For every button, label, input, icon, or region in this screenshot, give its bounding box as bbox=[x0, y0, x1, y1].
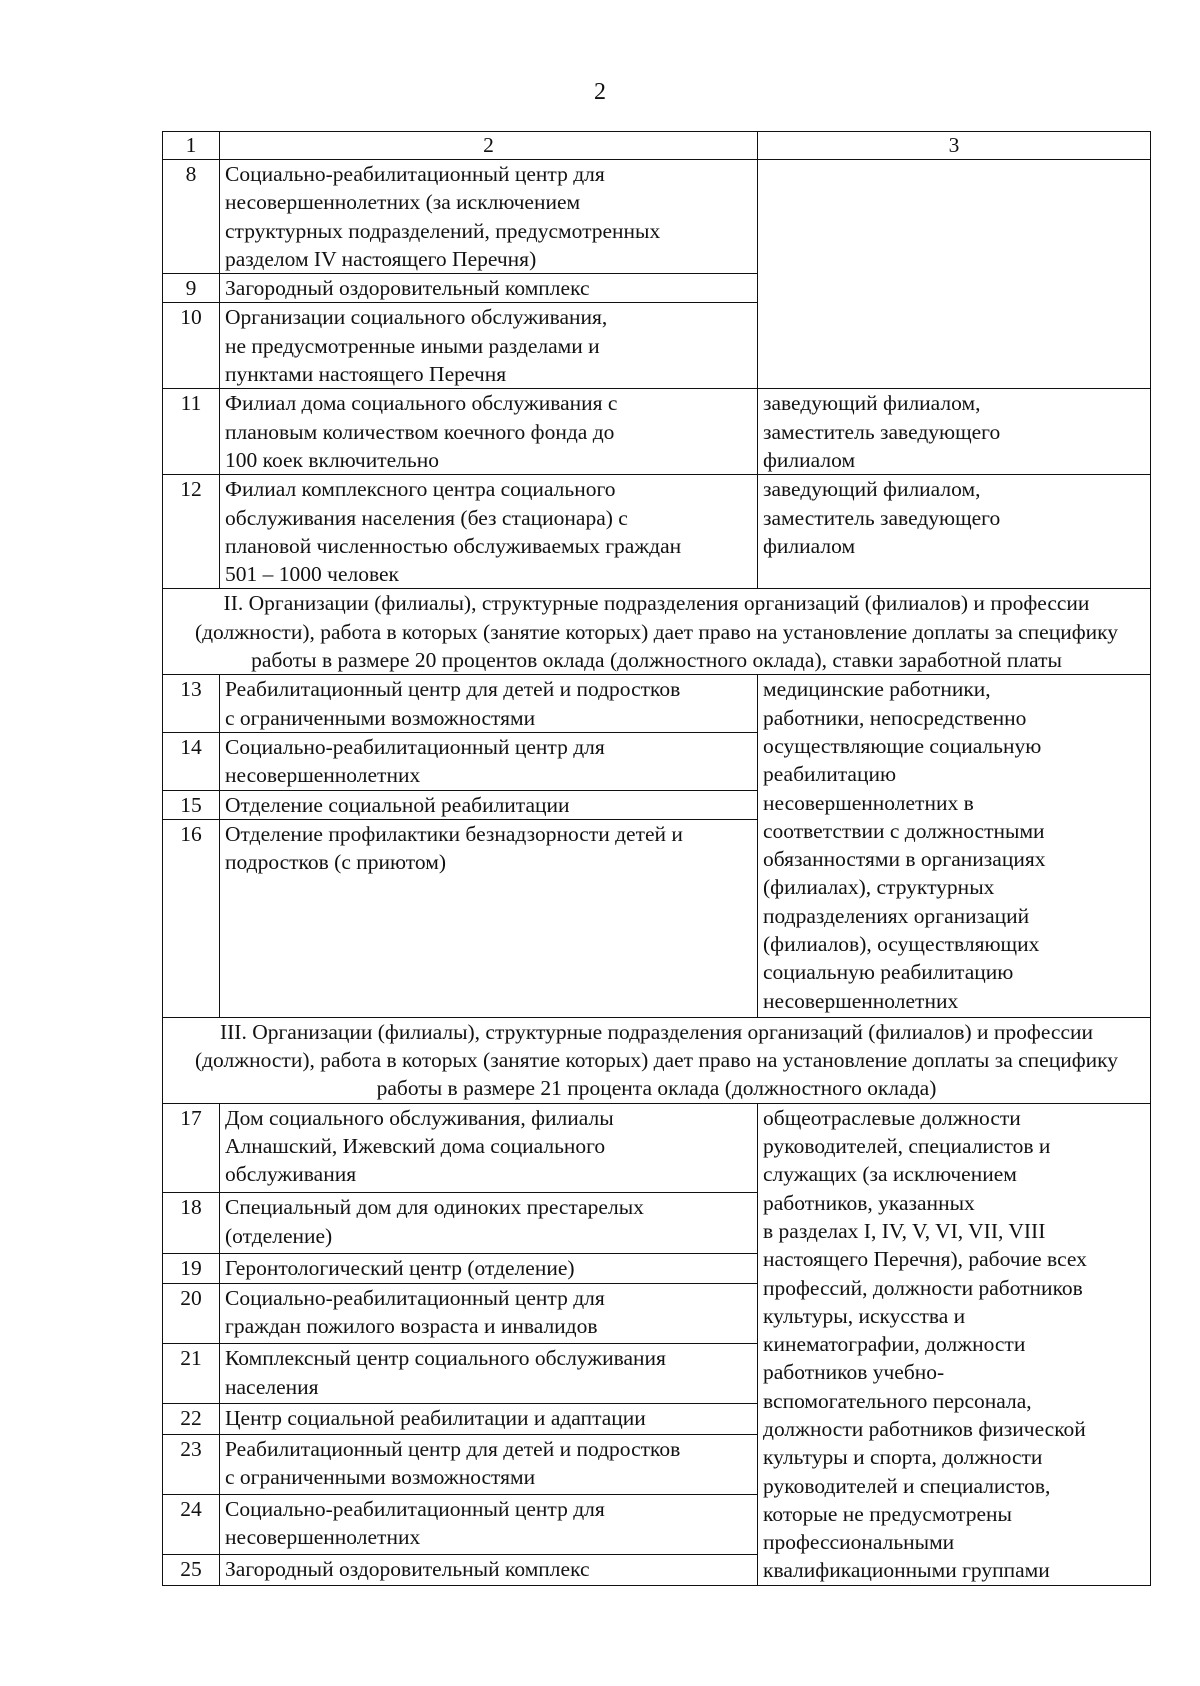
organization-name: Социально-реабилитационный центр для несовершеннолетних bbox=[220, 1495, 758, 1555]
professions-cell bbox=[758, 160, 1151, 389]
organization-name: Реабилитационный центр для детей и подростков с ограниченными возможностями bbox=[220, 675, 758, 733]
row-number: 17 bbox=[163, 1103, 220, 1193]
row-number: 20 bbox=[163, 1284, 220, 1344]
row-number: 22 bbox=[163, 1404, 220, 1435]
organization-name: Организации социального обслуживания, не предусмотренные иными разделами и пунктами настоящего Перечня bbox=[220, 303, 758, 389]
organization-name: Отделение социальной реабилитации bbox=[220, 790, 758, 819]
organization-name: Центр социальной реабилитации и адаптации bbox=[220, 1404, 758, 1435]
organization-name: Филиал комплексного центра социального обслуживания населения (без стационара) с плановой численностью обслуживаемых граждан 501 – 1000 человек bbox=[220, 475, 758, 589]
table-row bbox=[163, 1103, 1151, 1193]
professions-cell: заведующий филиалом, заместитель заведующего филиалом bbox=[758, 475, 1151, 589]
organization-name: Специальный дом для одиноких престарелых (отделение) bbox=[220, 1193, 758, 1253]
row-number: 15 bbox=[163, 790, 220, 819]
professions-cell: заведующий филиалом, заместитель заведующего филиалом bbox=[758, 389, 1151, 475]
row-number: 16 bbox=[163, 819, 220, 1017]
professions-cell: медицинские работники, работники, непосредственно осуществляющие социальную реабилитацию несовершеннолетних в соответствии с должностными обязанностями в организациях (филиалах), структурных подразделениях организаций (филиалов), осуществляющих социальную реабилитацию несовершеннолетних bbox=[758, 675, 1151, 1017]
row-number: 13 bbox=[163, 675, 220, 733]
table-row bbox=[163, 675, 1151, 733]
header-col-2: 2 bbox=[220, 132, 758, 160]
row-number: 19 bbox=[163, 1253, 220, 1284]
row-number: 10 bbox=[163, 303, 220, 389]
page-number: 2 bbox=[594, 79, 606, 105]
organization-name: Филиал дома социального обслуживания с плановым количеством коечного фонда до 100 коек включительно bbox=[220, 389, 758, 475]
perechen-table bbox=[162, 131, 1151, 1586]
table-row bbox=[163, 475, 1151, 589]
header-col-1: 1 bbox=[163, 132, 220, 160]
table-header-row bbox=[163, 132, 1151, 160]
organization-name: Геронтологический центр (отделение) bbox=[220, 1253, 758, 1284]
row-number: 25 bbox=[163, 1555, 220, 1586]
organization-name: Социально-реабилитационный центр для граждан пожилого возраста и инвалидов bbox=[220, 1284, 758, 1344]
organization-name: Отделение профилактики безнадзорности детей и подростков (с приютом) bbox=[220, 819, 758, 1017]
row-number: 21 bbox=[163, 1344, 220, 1404]
organization-name: Дом социального обслуживания, филиалы Алнашский, Ижевский дома социального обслуживания bbox=[220, 1103, 758, 1193]
row-number: 14 bbox=[163, 732, 220, 790]
header-col-3: 3 bbox=[758, 132, 1151, 160]
section-iii-heading: III. Организации (филиалы), структурные подразделения организаций (филиалов) и профессии (должности), работа в которых (занятие которых) дает право на установление доплаты за специфику работы в размере 21 процента оклада (должностного оклада) bbox=[163, 1017, 1151, 1103]
row-number: 11 bbox=[163, 389, 220, 475]
organization-name: Загородный оздоровительный комплекс bbox=[220, 274, 758, 303]
row-number: 24 bbox=[163, 1495, 220, 1555]
row-number: 8 bbox=[163, 160, 220, 274]
organization-name: Реабилитационный центр для детей и подростков с ограниченными возможностями bbox=[220, 1434, 758, 1494]
row-number: 18 bbox=[163, 1193, 220, 1253]
row-number: 23 bbox=[163, 1434, 220, 1494]
section-ii-heading: II. Организации (филиалы), структурные подразделения организаций (филиалов) и профессии (должности), работа в которых (занятие которых) дает право на установление доплаты за специфику работы в размере 20 процентов оклада (должностного оклада), ставки заработной платы bbox=[163, 589, 1151, 675]
section-row bbox=[163, 589, 1151, 675]
organization-name: Социально-реабилитационный центр для несовершеннолетних (за исключением структурных подразделений, предусмотренных разделом IV настоящего Перечня) bbox=[220, 160, 758, 274]
organization-name: Загородный оздоровительный комплекс bbox=[220, 1555, 758, 1586]
organization-name: Комплексный центр социального обслуживания населения bbox=[220, 1344, 758, 1404]
section-row bbox=[163, 1017, 1151, 1103]
table-row bbox=[163, 160, 1151, 274]
row-number: 9 bbox=[163, 274, 220, 303]
professions-cell: общеотраслевые должности руководителей, специалистов и служащих (за исключением работников, указанных в разделах I, IV, V, VI, VII, VIII настоящего Перечня), рабочие всех профессий, должности работников культуры, искусства и кинематографии, должности работников учебно- вспомогательного персонала, должности работников физической культуры и спорта, должности руководителей и специалистов, которые не предусмотрены профессиональными квалификационными группами bbox=[758, 1103, 1151, 1585]
row-number: 12 bbox=[163, 475, 220, 589]
table-row bbox=[163, 389, 1151, 475]
organization-name: Социально-реабилитационный центр для несовершеннолетних bbox=[220, 732, 758, 790]
